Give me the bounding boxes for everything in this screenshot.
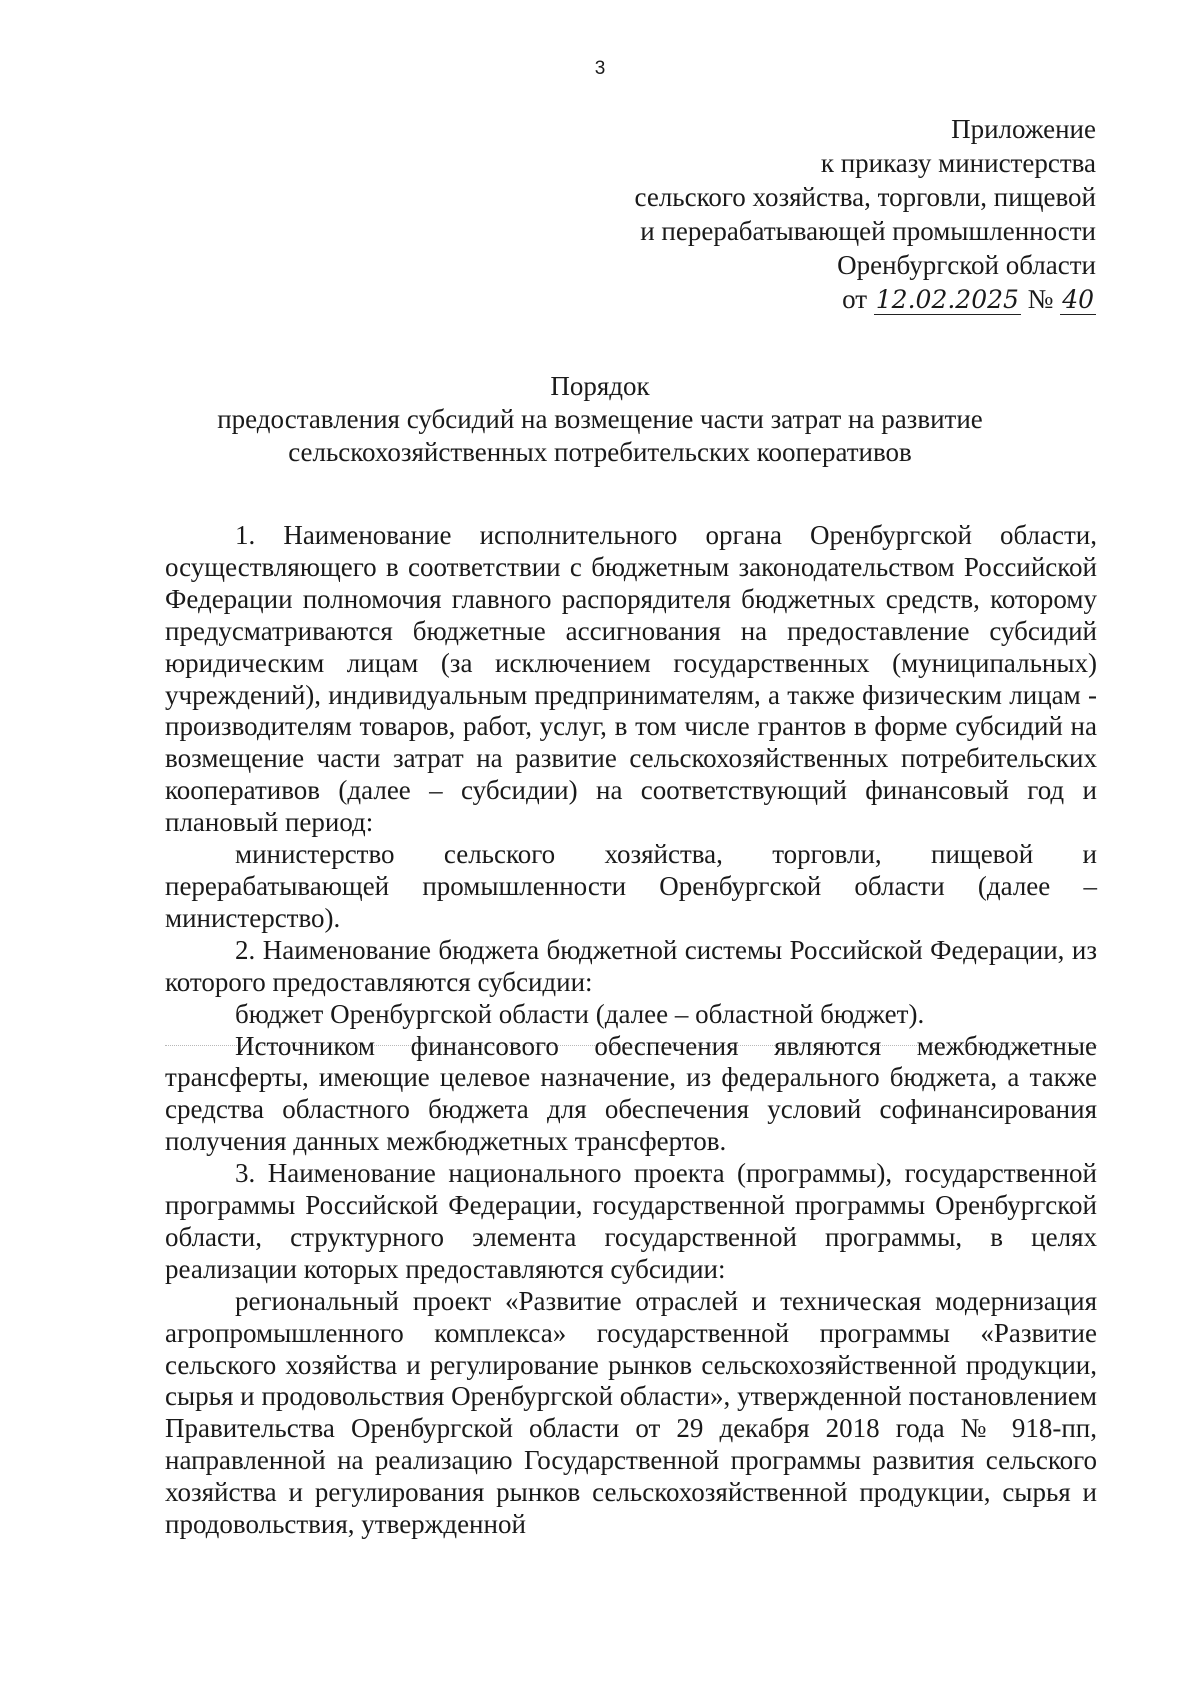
appendix-date-line xyxy=(635,282,1096,317)
appendix-line: к приказу министерства xyxy=(820,148,1096,178)
document-body xyxy=(165,520,1097,1541)
title-heading: Порядок xyxy=(550,371,650,401)
appendix-header xyxy=(635,112,1096,317)
paragraph-1: 1. Наименование исполнительного органа Оренбургской области, осуществляющего в соответствии с бюджетным законодательством Российской Федерации полномочия главного распорядителя бюджетных средств, которому предусматриваются бюджетные ассигнования на предоставление субсидий юридическим лицам (за исключением государственных (муниципальных) учреждений), индивидуальным предпринимателям, а также физическим лицам - производителям товаров, работ, услуг, в том числе грантов в форме субсидий на возмещение части затрат на развитие сельскохозяйственных потребительских кооперативов (далее – субсидии) на соответствующий финансовый год и плановый период: xyxy=(165,520,1097,838)
paragraph-regional-project: региональный проект «Развитие отраслей и техническая модернизация агропромышленного комплекса» государственной программы «Развитие сельского хозяйства и регулирование рынков сельскохозяйственной продукции, сырья и продовольствия Оренбургской области», утвержденной постановлением Правительства Оренбургской области от 29 декабря 2018 года № 918-пп, направленной на реализацию Государственной программы развития сельского хозяйства и регулирования рынков сельскохозяйственной продукции, сырья и продовольствия, утвержденной xyxy=(165,1285,1097,1540)
paragraph-budget: бюджет Оренбургской области (далее – областной бюджет). xyxy=(235,998,925,1029)
handwritten-date: 12.02.2025 xyxy=(875,285,1019,314)
paragraph-ministry: министерство сельского хозяйства, торговли, пищевой и перерабатывающей промышленности Оренбургской области (далее – министерство). xyxy=(165,839,1097,933)
appendix-line: Оренбургской области xyxy=(837,250,1096,280)
appendix-line: и перерабатывающей промышленности xyxy=(640,216,1096,246)
title-line: предоставления субсидий на возмещение части затрат на развитие xyxy=(217,404,983,434)
appendix-line: сельского хозяйства, торговли, пищевой xyxy=(634,182,1096,212)
paragraph-funding-source: Источником финансового обеспечения являются межбюджетные трансферты, имеющие целевое назначение, из федерального бюджета, а также средства областного бюджета для обеспечения условий софинансирования получения данных межбюджетных трансфертов. xyxy=(165,1030,1097,1157)
paragraph-3: 3. Наименование национального проекта (программы), государственной программы Российской Федерации, государственной программы Оренбургской области, структурного элемента государственной программы, в целях реализации которых предоставляются субсидии: xyxy=(165,1158,1097,1284)
handwritten-number: 40 xyxy=(1062,285,1094,314)
appendix-title: Приложение xyxy=(951,114,1096,144)
paragraph-2: 2. Наименование бюджета бюджетной системы Российской Федерации, из которого предоставляются субсидии: xyxy=(165,934,1097,997)
page-number: 3 xyxy=(594,58,606,79)
date-prefix: от xyxy=(842,284,868,314)
document-title xyxy=(0,370,1200,469)
title-line: сельскохозяйственных потребительских кооперативов xyxy=(288,437,912,467)
number-prefix: № xyxy=(1027,284,1054,314)
